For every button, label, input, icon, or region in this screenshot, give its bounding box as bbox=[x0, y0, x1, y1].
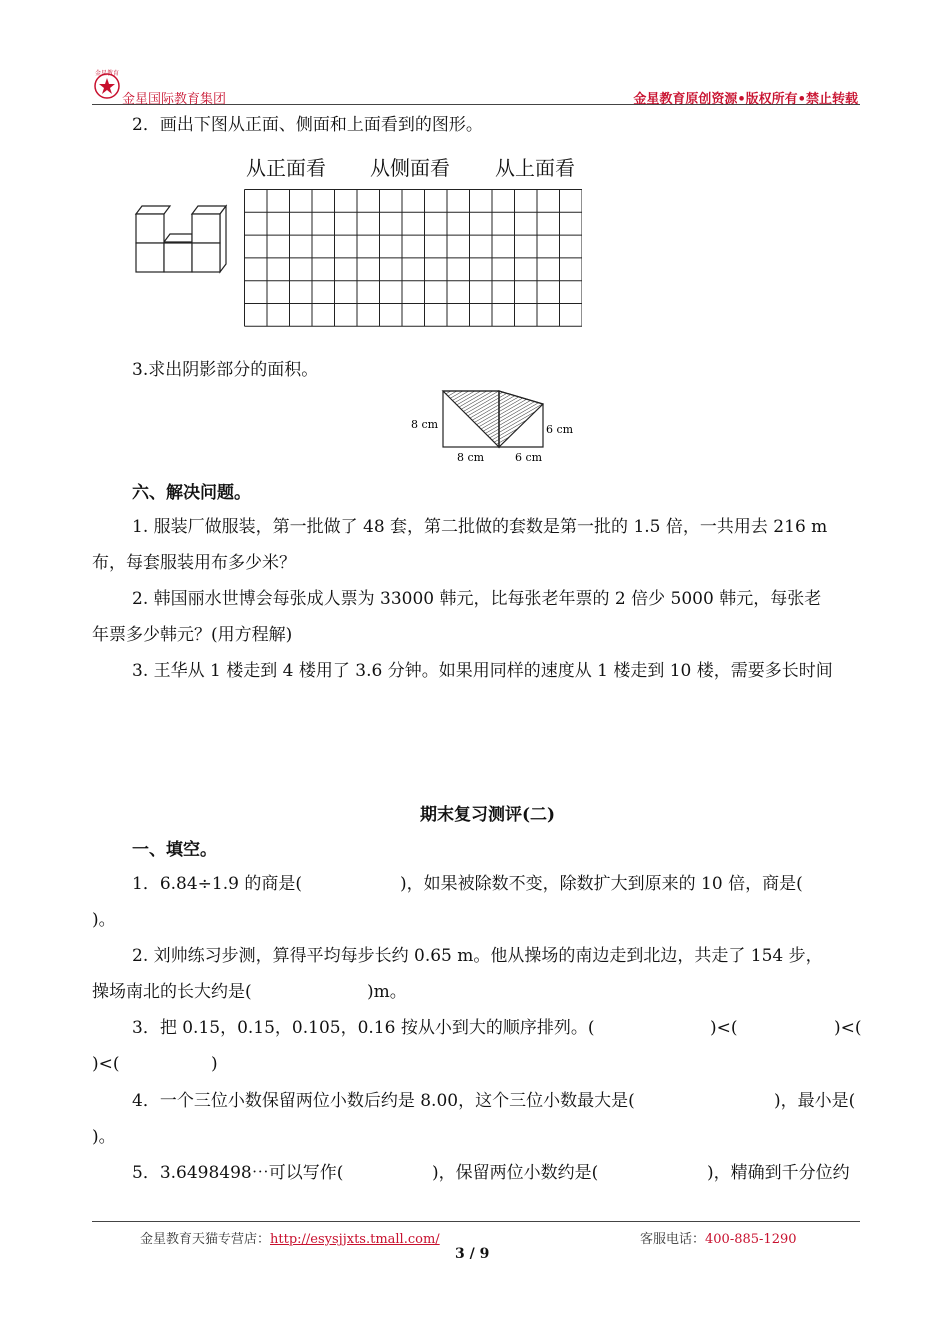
drawing-grid bbox=[244, 189, 582, 327]
fill-3-part-c: )<( bbox=[834, 1018, 862, 1038]
store-label: 金星教育天猫专营店： bbox=[140, 1232, 271, 1247]
label-bottom-left: 8 cm bbox=[457, 451, 485, 464]
view-top-label: 从上面看 bbox=[495, 156, 575, 180]
label-bottom-right: 6 cm bbox=[515, 451, 543, 464]
fill-3-part-d: )<( bbox=[92, 1054, 120, 1074]
store-info bbox=[140, 1228, 440, 1247]
fill-3-part-b: )<( bbox=[710, 1018, 738, 1038]
store-link[interactable]: http://esysjjxts.tmall.com/ bbox=[270, 1232, 440, 1247]
fill-3-part-e: ) bbox=[211, 1054, 218, 1074]
problem-3-line1: 3. 王华从 1 楼走到 4 楼用了 3.6 分钟。如果用同样的速度从 1 楼走到 10 楼，需要多长时间 bbox=[132, 661, 833, 681]
problem-2-line1: 2. 韩国丽水世博会每张成人票为 33000 韩元，比每张老年票的 2 倍少 5000 韩元，每张老 bbox=[132, 589, 822, 609]
phone-number: 400-885-1290 bbox=[705, 1232, 797, 1247]
footer-divider bbox=[92, 1221, 860, 1222]
view-side-label: 从侧面看 bbox=[370, 156, 450, 180]
fill-4-part-b: )，最小是( bbox=[774, 1091, 856, 1111]
fill-3-part-a: 3．把 0.15，0.15，0.105，0.16 按从小到大的顺序排列。( bbox=[132, 1018, 595, 1038]
question-3-text: 3.求出阴影部分的面积。 bbox=[132, 360, 319, 380]
logo-icon bbox=[92, 68, 122, 102]
exam-title: 期末复习测评(二) bbox=[420, 805, 556, 825]
logo-text: 金星教育 bbox=[94, 70, 120, 77]
fill-5-part-c: )，精确到千分位约 bbox=[707, 1163, 850, 1183]
section-6-title: 六、解决问题。 bbox=[132, 483, 251, 503]
fill-2-part-b: 操场南北的长大约是( bbox=[92, 982, 252, 1002]
view-front-label: 从正面看 bbox=[246, 156, 326, 180]
org-name: 金星国际教育集团 bbox=[122, 92, 227, 107]
problem-1-line1: 1. 服装厂做服装，第一批做了 48 套，第二批做的套数是第一批的 1.5 倍，一共用去 216 m bbox=[132, 517, 828, 537]
shaded-area-figure bbox=[405, 386, 585, 466]
problem-1-line2: 布，每套服装用布多少米？ bbox=[92, 553, 296, 573]
fill-4-part-a: 4．一个三位小数保留两位小数后约是 8.00，这个三位小数最大是( bbox=[132, 1091, 635, 1111]
fill-2-part-c: )m。 bbox=[367, 982, 407, 1002]
section-1-title: 一、填空。 bbox=[132, 840, 217, 860]
question-2-text: 2．画出下图从正面、侧面和上面看到的图形。 bbox=[132, 115, 483, 135]
phone-info bbox=[640, 1228, 797, 1247]
label-right: 6 cm bbox=[546, 423, 574, 436]
fill-1-part-a: 1．6.84÷1.9 的商是( bbox=[132, 874, 302, 894]
cube-stack-figure bbox=[130, 200, 234, 278]
page-number: 3 / 9 bbox=[455, 1246, 490, 1262]
label-left: 8 cm bbox=[411, 418, 439, 431]
fill-2-line1: 2. 刘帅练习步测，算得平均每步长约 0.65 m。他从操场的南边走到北边，共走了 154 步， bbox=[132, 946, 823, 966]
fill-5-part-b: )，保留两位小数约是( bbox=[432, 1163, 599, 1183]
fill-5-part-a: 5．3.6498498⋯可以写作( bbox=[132, 1163, 344, 1183]
fill-1-part-c: )。 bbox=[92, 910, 116, 930]
fill-1-part-b: )，如果被除数不变，除数扩大到原来的 10 倍，商是( bbox=[400, 874, 803, 894]
phone-label: 客服电话： bbox=[640, 1232, 706, 1247]
header-divider bbox=[92, 104, 860, 105]
copyright-notice: 金星教育原创资源•版权所有•禁止转载 bbox=[633, 92, 858, 107]
fill-4-part-c: )。 bbox=[92, 1127, 116, 1147]
problem-2-line2: 年票多少韩元？(用方程解) bbox=[92, 625, 293, 645]
